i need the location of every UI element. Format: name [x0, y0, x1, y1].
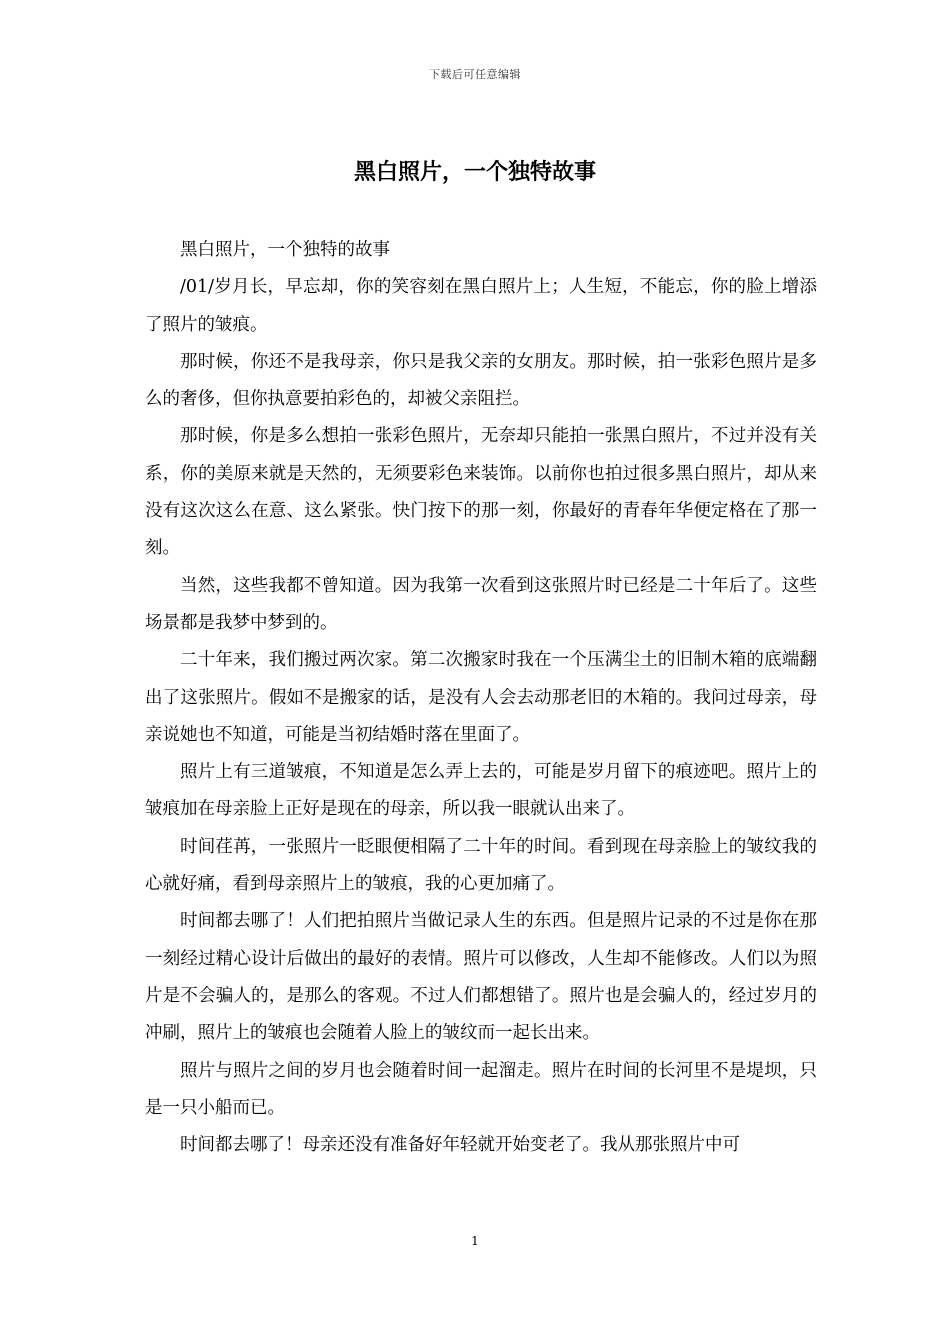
paragraph: 那时候，你还不是我母亲，你只是我父亲的女朋友。那时候，拍一张彩色照片是多么的奢侈，但你执意要拍彩色的，却被父亲阻拦。 — [145, 351, 817, 410]
paragraph: 时间都去哪了！人们把拍照片当做记录人生的东西。但是照片记录的不过是你在那一刻经过精心设计后做出的最好的表情。照片可以修改，人生却不能修改。人们以为照片是不会骗人的，是那么的客观。不过人们都想错了。照片也是会骗人的，经过岁月的冲刷，照片上的皱痕也会随着人脸上的皱纹而一起长出来。 — [145, 911, 817, 1044]
paragraph: 照片上有三道皱痕，不知道是怎么弄上去的，可能是岁月留下的痕迹吧。照片上的皱痕加在母亲脸上正好是现在的母亲，所以我一眼就认出来了。 — [145, 762, 817, 820]
page-number: 1 — [471, 1234, 479, 1248]
paragraph: 照片与照片之间的岁月也会随着时间一起溜走。照片在时间的长河里不是堤坝，只是一只小船而已。 — [145, 1060, 817, 1118]
paragraph: 二十年来，我们搬过两次家。第二次搬家时我在一个压满尘土的旧制木箱的底端翻出了这张照片。假如不是搬家的话，是没有人会去动那老旧的木箱的。我问过母亲，母亲说她也不知道，可能是当初结婚时落在里面了。 — [145, 650, 817, 745]
paragraph: /01/岁月长，早忘却，你的笑容刻在黑白照片上；人生短，不能忘，你的脸上增添了照片的皱痕。 — [145, 277, 817, 335]
paragraph: 那时候，你是多么想拍一张彩色照片，无奈却只能拍一张黑白照片，不过并没有关系，你的美原来就是天然的，无须要彩色来装饰。以前你也拍过很多黑白照片，却从来没有这次这么在意、这么紧张。快门按下的那一刻，你最好的青春年华便定格在了那一刻。 — [145, 426, 817, 559]
header-note: 下载后可任意编辑 — [429, 68, 521, 81]
document-title: 黑白照片，一个独特故事 — [353, 159, 596, 185]
paragraph: 当然，这些我都不曾知道。因为我第一次看到这张照片时已经是二十年后了。这些场景都是我梦中梦到的。 — [145, 575, 817, 633]
paragraph: 时间荏苒，一张照片一眨眼便相隔了二十年的时间。看到现在母亲脸上的皱纹我的心就好痛，看到母亲照片上的皱痕，我的心更加痛了。 — [145, 836, 817, 895]
document-body — [145, 232, 817, 1164]
paragraph: 黑白照片，一个独特的故事 — [180, 240, 390, 260]
paragraph: 时间都去哪了！母亲还没有准备好年轻就开始变老了。我从那张照片中可 — [180, 1135, 740, 1156]
